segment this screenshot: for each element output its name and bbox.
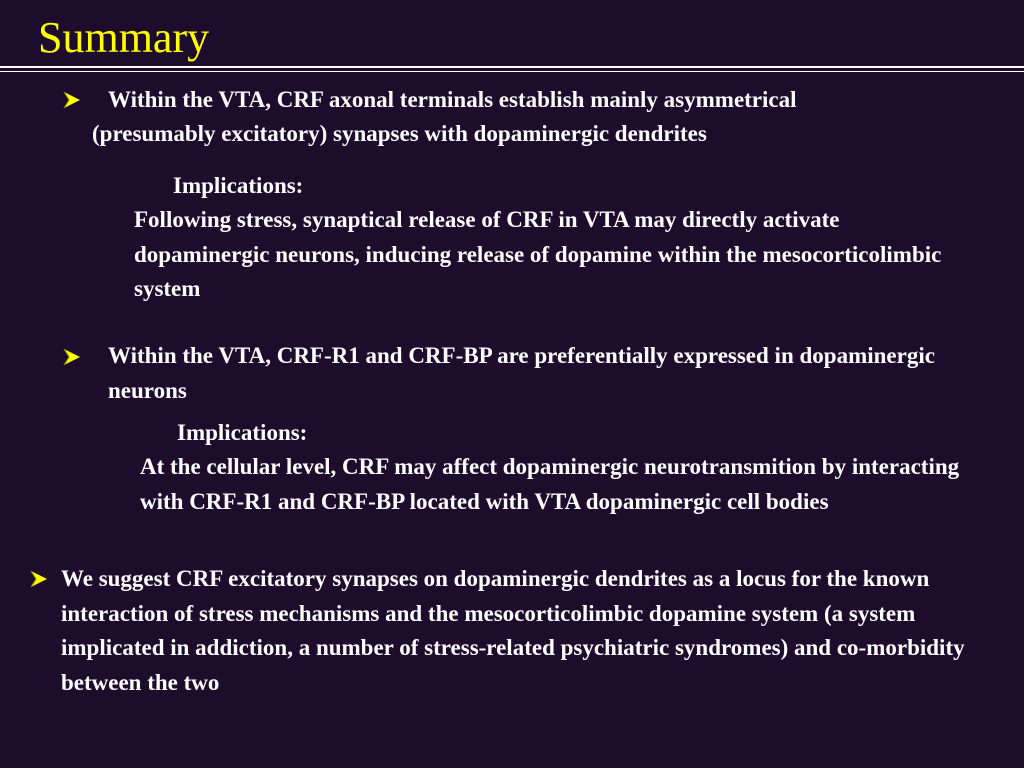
title-divider [0, 66, 1024, 68]
point3-text: We suggest CRF excitatory synapses on dopaminergic dendrites as a locus for the known interaction of stress mechanisms and the mesocorticolimbic dopamine system (a system implicated in addiction, a number of stress-related psychiatric syndromes) and co-morbidity between the two [61, 566, 965, 695]
arrowhead-bullet-icon [30, 570, 52, 590]
point1-implications-text: Following stress, synaptical release of CRF in VTA may directly activate dopaminergic neurons, inducing release of dopamine within the mesocorticolimbic system [134, 207, 942, 301]
point2-implications-heading: Implications: [177, 420, 308, 445]
point1-implications-heading: Implications: [173, 173, 304, 198]
point2-implications-text: At the cellular level, CRF may affect dopaminergic neurotransmition by interacting with CRF-R1 and CRF-BP located with VTA dopaminergic cell bodies [140, 454, 960, 514]
arrowhead-bullet-icon [63, 91, 85, 111]
point1-line1: Within the VTA, CRF axonal terminals establish mainly asymmetrical [108, 87, 797, 112]
title-divider-thin [0, 71, 1024, 72]
point1-line2: (presumably excitatory) synapses with dopaminergic dendrites [92, 121, 707, 146]
slide-title: Summary [38, 13, 210, 62]
point2-text: Within the VTA, CRF-R1 and CRF-BP are preferentially expressed in dopaminergic neurons [108, 343, 935, 403]
arrowhead-bullet-icon [63, 348, 85, 368]
